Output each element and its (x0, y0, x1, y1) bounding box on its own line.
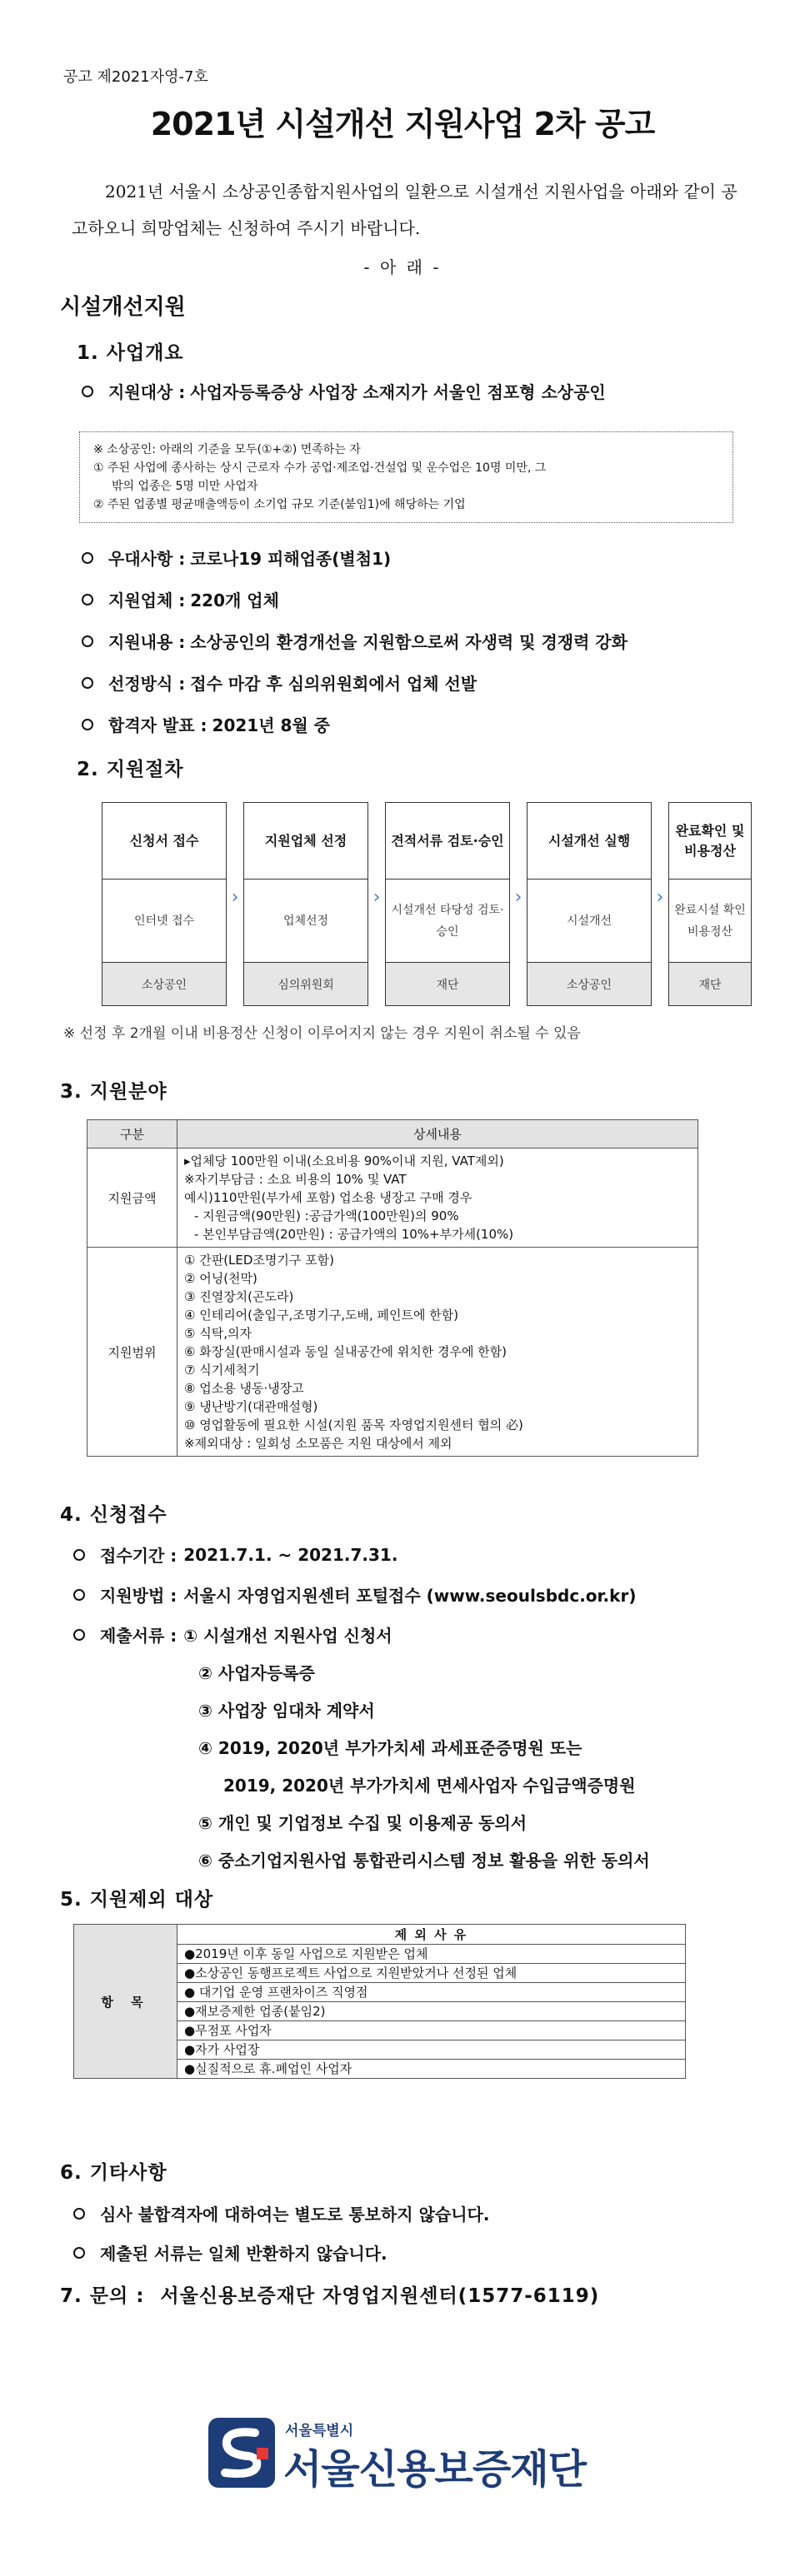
detail-line: 예시)110만원(부가세 포함) 업소용 냉장고 구매 경우 (184, 1190, 472, 1205)
detail-line: ▸업체당 100만원 이내(소요비용 90%이내 지원, VAT제외) (184, 1153, 504, 1168)
overview-row-label: 합격자 발표 : (108, 715, 208, 735)
detail-line: ④ 인테리어(출입구,조명기구,도배, 페인트에 한함) (184, 1308, 459, 1323)
others-row (73, 2201, 489, 2225)
logo-accent-icon (257, 2448, 268, 2459)
document-title: 2021년 시설개선 지원사업 2차 공고 (150, 106, 655, 142)
apply-method-row (73, 1582, 636, 1607)
overview-row-label: 지원내용 : (108, 632, 186, 652)
scope-detail (178, 1248, 698, 1457)
amount-label: 지원금액 (88, 1148, 178, 1248)
period-value: 2021.7.1. ~ 2021.7.31. (183, 1544, 398, 1565)
step-title: 견적서류 검토·승인 (386, 803, 509, 879)
exclusion-item: ●재보증제한 업종(붙임2) (178, 2002, 686, 2021)
section-apply-heading: 4. 신청접수 (60, 1504, 168, 1526)
step-footer: 재단 (386, 962, 509, 1005)
exclusion-item: ● 대기업 운영 프랜차이즈 직영점 (178, 1983, 686, 2002)
section-overview-heading: 1. 사업개요 (77, 342, 184, 364)
doc-item: ③ 사업장 임대차 계약서 (198, 1701, 375, 1721)
doc-item: ② 사업자등록증 (198, 1663, 315, 1683)
scope-label: 지원범위 (88, 1248, 178, 1457)
target-value: 사업자등록증상 사업장 소재지가 서울인 점포형 소상공인 (190, 382, 606, 402)
exclusion-table (73, 1924, 686, 2079)
others-row (73, 2240, 388, 2265)
section-procedure-heading: 2. 지원절차 (77, 759, 184, 780)
column-header-category: 구분 (88, 1120, 178, 1148)
step-title: 완료확인 및 비용정산 (669, 803, 751, 879)
doc-item: ⑥ 중소기업지원사업 통합관리시스템 정보 활용을 위한 동의서 (198, 1851, 650, 1871)
overview-target-row (82, 379, 606, 403)
logo-subtitle: 서울특별시 (285, 2423, 354, 2439)
apply-docs-row (73, 1622, 392, 1647)
circle-bullet-icon (73, 1629, 85, 1641)
section-contact-heading (60, 2280, 599, 2308)
procedure-steps (102, 802, 752, 1006)
table-row (88, 1148, 698, 1248)
note-line: ※ 소상공인: 아래의 기준을 모두(①+②) 면족하는 자 (93, 443, 361, 456)
exclusion-item: ●소상공인 동행프로젝트 사업으로 지원받았거나 선정된 업체 (178, 1964, 686, 1983)
exclusion-item: ●자가 사업장 (178, 2040, 686, 2060)
overview-row (82, 546, 391, 570)
step-body: 업체선정 (282, 914, 329, 928)
overview-row (82, 712, 330, 736)
procedure-step (668, 802, 752, 1006)
note-line: ② 주된 업종별 평균매출액등이 소기업 규모 기준(붙임1)에 해당하는 기업 (93, 498, 466, 511)
doc-item: ① 시설개선 지원사업 신청서 (183, 1626, 392, 1646)
circle-bullet-icon (82, 677, 93, 689)
step-footer: 소상공인 (102, 962, 226, 1005)
procedure-step (102, 802, 227, 1006)
detail-line: ⑧ 업소용 냉동·냉장고 (184, 1381, 304, 1396)
step-title: 시설개선 실행 (528, 803, 651, 879)
detail-line: ⑤ 식탁,의자 (184, 1326, 252, 1341)
support-fields-table (87, 1119, 698, 1457)
overview-row (82, 587, 279, 611)
section-others-heading: 6. 기타사항 (60, 2162, 168, 2184)
detail-line: ① 간판(LED조명기구 포함) (184, 1253, 334, 1268)
notice-number: 공고 제2021자영-7호 (63, 68, 208, 86)
detail-line: ⑥ 화장실(판매시설과 동일 실내공간에 위치한 경우에 한함) (184, 1344, 508, 1359)
column-header-detail: 상세내용 (178, 1120, 698, 1148)
amount-detail (178, 1148, 698, 1248)
procedure-step (243, 802, 368, 1006)
contact-value: 서울신용보증재단 자영업지원센터(1577-6119) (160, 2285, 600, 2307)
target-label: 지원대상 : (108, 382, 186, 402)
overview-row-value: 코로나19 피해업종(별첨1) (190, 549, 392, 569)
overview-row (82, 670, 477, 695)
detail-line: - 본인부담금액(20만원) : 공급가액의 10%+부가세(10%) (194, 1227, 514, 1242)
circle-bullet-icon (73, 1589, 85, 1601)
circle-bullet-icon (82, 386, 93, 397)
docs-label: 제출서류 : (100, 1626, 178, 1646)
detail-line: ③ 진열장치(곤도라) (184, 1289, 294, 1304)
section-exclusion-heading: 5. 지원제외 대상 (60, 1889, 214, 1911)
doc-item: 2019, 2020년 부가가치세 면세사업자 수입금액증명원 (223, 1776, 636, 1796)
step-title: 지원업체 선정 (244, 803, 368, 879)
exclusion-item: ●2019년 이후 동일 사업으로 지원받은 업체 (178, 1945, 686, 1964)
chevron-right-icon: › (231, 887, 239, 908)
chevron-right-icon: › (372, 887, 381, 908)
step-body: 인터넷 접수 (133, 914, 195, 928)
step-body: 시설개선 타당성 검토·승인 (391, 903, 504, 939)
overview-row (82, 629, 628, 653)
step-body: 시설개선 (566, 914, 612, 928)
contact-label: 7. 문의 : (60, 2285, 145, 2307)
detail-line: ※제외대상 : 일회성 소모품은 지원 대상에서 제외 (184, 1436, 452, 1451)
table-row (88, 1248, 698, 1457)
procedure-note: ※ 선정 후 2개월 이내 비용정산 신청이 이루어지지 않는 경우 지원이 취소될 수 있음 (63, 1025, 581, 1042)
circle-bullet-icon (73, 1549, 85, 1561)
procedure-step (527, 802, 652, 1006)
intro-paragraph: 2021년 서울시 소상공인종합지원사업의 일환으로 시설개선 지원사업을 아래와 같이 공고하오니 희망업체는 신청하여 주시기 바랍니다. (72, 182, 738, 238)
smb-definition-note (79, 431, 733, 523)
exclusion-item: ●실질적으로 휴.폐업인 사업자 (178, 2060, 686, 2079)
chevron-right-icon: › (656, 887, 664, 908)
doc-item: ⑤ 개인 및 기업정보 수집 및 이용제공 동의서 (198, 1813, 528, 1833)
step-body: 완료시설 확인 비용정산 (674, 903, 746, 939)
detail-line: - 지원금액(90만원) :공급가액(100만원)의 90% (194, 1208, 459, 1223)
circle-bullet-icon (82, 719, 93, 730)
circle-bullet-icon (82, 594, 93, 605)
column-header-reason: 제 외 사 유 (178, 1925, 686, 1945)
circle-bullet-icon (73, 2208, 85, 2220)
table-header-row (88, 1120, 698, 1148)
section-fields-heading: 3. 지원분야 (60, 1081, 168, 1103)
detail-line: ⑩ 영업활동에 필요한 시설(지원 품목 자영업지원센터 협의 必) (184, 1418, 523, 1432)
main-heading: 시설개선지원 (60, 295, 186, 320)
period-label: 접수기간 : (100, 1546, 178, 1566)
doc-item: ④ 2019, 2020년 부가가치세 과세표준증명원 또는 (198, 1738, 582, 1758)
logo-name: 서울신용보증재단 (283, 2446, 586, 2493)
overview-row-value: 접수 마감 후 심의위원회에서 업체 선발 (190, 674, 478, 694)
overview-row-value: 220개 업체 (190, 590, 279, 610)
exclusion-item: ●무점포 사업자 (178, 2021, 686, 2040)
overview-row-label: 선정방식 : (108, 674, 186, 694)
step-footer: 심의위원회 (244, 962, 368, 1005)
step-footer: 소상공인 (528, 962, 651, 1005)
others-line: 제출된 서류는 일체 반환하지 않습니다. (100, 2244, 388, 2264)
procedure-step (385, 802, 510, 1006)
circle-bullet-icon (82, 552, 93, 564)
circle-bullet-icon (82, 635, 93, 647)
others-line: 심사 불합격자에 대하여는 별도로 통보하지 않습니다. (100, 2205, 490, 2225)
exclusion-category: 항 목 (74, 1925, 178, 2079)
note-line: ① 주된 사업에 종사하는 상시 근로자 수가 공업·제조업·건설업 및 운수업은 10명 미만, 그 (93, 461, 547, 475)
overview-row-value: 2021년 8월 중 (212, 715, 330, 735)
chevron-right-icon: › (514, 887, 522, 908)
detail-line: ⑦ 식기세척기 (184, 1363, 260, 1378)
circle-bullet-icon (73, 2247, 85, 2259)
overview-row-label: 우대사항 : (108, 549, 186, 569)
note-line: 밖의 업종은 5명 미만 사업자 (112, 480, 258, 493)
overview-row-label: 지원업체 : (108, 590, 186, 610)
method-label: 지원방법 : (100, 1586, 178, 1606)
overview-row-value: 소상공인의 환경개선을 지원함으로써 자생력 및 경쟁력 강화 (190, 632, 628, 652)
step-footer: 재단 (669, 962, 751, 1005)
apply-period-row (73, 1542, 398, 1567)
detail-line: ⑨ 냉난방기(대관매설형) (184, 1399, 318, 1414)
table-header-row (74, 1925, 686, 1945)
detail-line: ② 어닝(천막) (184, 1271, 258, 1286)
method-value: 서울시 자영업지원센터 포털접수 (www.seoulsbdc.or.kr) (183, 1586, 637, 1606)
step-title: 신청서 접수 (102, 803, 226, 879)
detail-line: ※자기부담금 : 소요 비용의 10% 및 VAT (184, 1172, 407, 1187)
below-marker: - 아 래 - (363, 257, 442, 277)
